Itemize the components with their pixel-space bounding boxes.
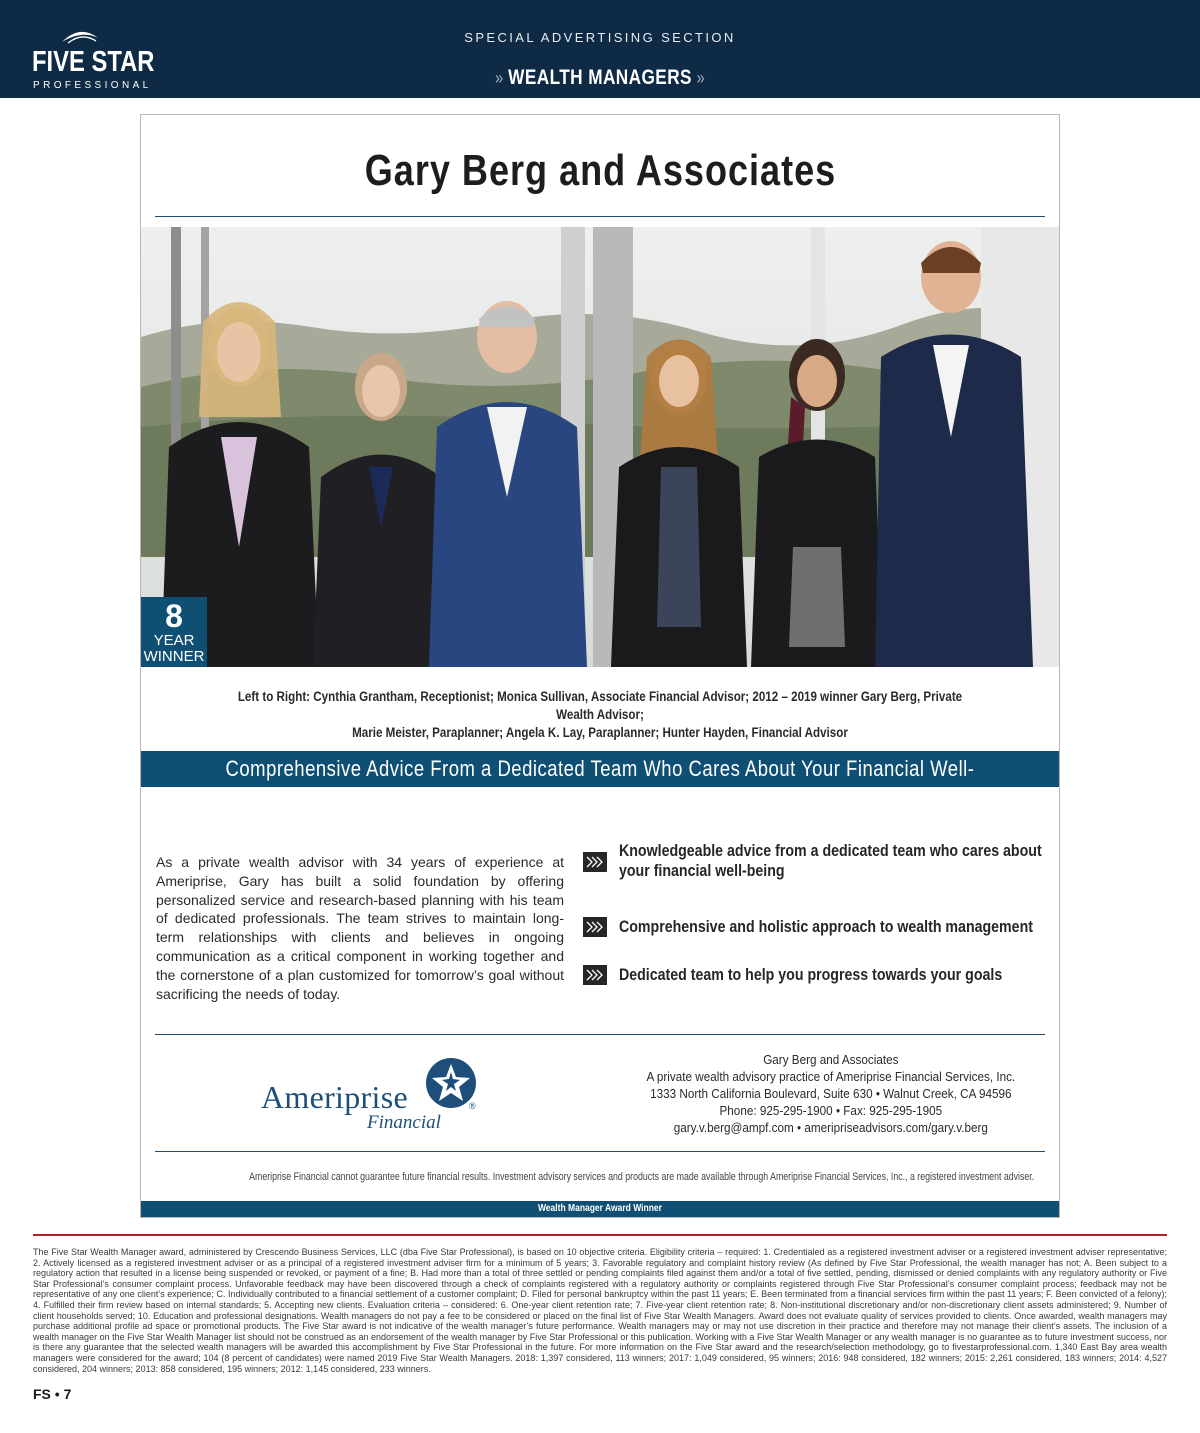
caption-line2: Marie Meister, Paraplanner; Angela K. Lay, Paraplanner; Hunter Hayden, Financial Advisor [352, 725, 848, 740]
triple-chevron-icon [583, 965, 607, 985]
contact-phone: Phone: 925-295-1900 • Fax: 925-295-1905 [719, 1103, 943, 1118]
logo-wordmark: Ameriprise [261, 1079, 408, 1115]
bullet-text: Comprehensive and holistic approach to wealth management [619, 918, 1033, 936]
bullet-text: Dedicated team to help you progress towards your goals [619, 966, 1003, 984]
award-bar: Wealth Manager Award Winner [141, 1201, 1059, 1217]
divider [155, 1034, 1045, 1035]
photo-caption [161, 688, 1039, 742]
section-name [0, 66, 1200, 90]
badge-line2: WINNER [143, 648, 205, 665]
contact-web: gary.v.berg@ampf.com • ameripriseadvisors.com/gary.v.berg [673, 1120, 989, 1135]
advertisement-card [140, 114, 1060, 1218]
logo-registered: ® [469, 1101, 476, 1111]
team-photo-illustration [141, 227, 1059, 667]
logo-sub: Financial [367, 1112, 441, 1133]
header-bar [0, 0, 1200, 98]
triple-chevron-icon [583, 917, 607, 937]
triple-chevron-icon [583, 852, 607, 872]
divider [155, 216, 1045, 217]
ameriprise-logo [259, 1055, 489, 1135]
year-winner-badge [141, 597, 207, 667]
contact-name: Gary Berg and Associates [763, 1052, 899, 1067]
team-photo [141, 227, 1059, 667]
firm-title: Gary Berg and Associates [364, 146, 836, 195]
headline-banner: Comprehensive Advice From a Dedicated Team Who Cares About Your Financial Well-Being [141, 751, 1059, 787]
section-name-text: WEALTH MANAGERS [508, 66, 692, 89]
disclaimer: Ameriprise Financial cannot guarantee future financial results. Investment advisory services and products are made available through Ameriprise Financial Services, Inc., a registered investment adviser. [249, 1171, 1035, 1183]
divider [33, 1234, 1167, 1236]
double-chevron-left-icon: » [494, 68, 509, 88]
award-footnote: The Five Star Wealth Manager award, administered by Crescendo Business Services, LLC (dba Five Star Professional), is based on 10 objective criteria. Eligibility criteria – required: 1. Credentialed as a registered investment adviser or a registered investment adviser representative; 2. Actively licensed as a registered investment adviser or as a principal of a registered investment adviser firm for a minimum of 5 years; 3. Favorable regulatory and complaint history review (As defined by Five Star Professional, the wealth manager has not; A. Been subject to a regulatory action that resulted in a license being suspended or revoked, or payment of a fine; B. Had more than a total of three settled or pending complaints filed against them and/or a total of five settled, pending, dismissed or denied complaints with any regulatory authority or Five Star Professional’s consumer complaint process. Unfavorable feedback may have been discovered through a check of complaints registered with a regulatory authority or complaints registered through Five Star Professional’s consumer complaint process; feedback may not be representative of any one client’s experience; C. Individually contributed to a financial settlement of a customer complaint; D. Filed for personal bankruptcy within the past 11 years; E. Been terminated from a financial services firm within the past 11 years; F. Been convicted of a felony); 4. Fulfilled their firm review based on internal standards; 5. Accepting new clients. Evaluation criteria – considered: 6. One-year client retention rate; 7. Five-year client retention rate; 8. Non-institutional discretionary and/or non-discretionary client assets administered; 9. Number of client households served; 10. Education and professional designations. Wealth managers do not pay a fee to be considered or placed on the final list of Five Star Wealth Managers. Award does not evaluate quality of services provided to clients. Once awarded, wealth managers may purchase additional profile ad space or promotional products. The Five Star award is not indicative of the wealth manager’s future performance. Wealth managers may or may not use discretion in their practice and therefore may not manage their client’s assets. The inclusion of a wealth manager on the Five Star Wealth Manager list should not be construed as an endorsement of the wealth manager by Five Star Professional or this publication. Working with a Five Star Wealth Manager or any wealth manager is no guarantee as to future investment success, nor is there any guarantee that the selected wealth managers will be awarded this accomplishment by Five Star Professional in the future. For more information on the Five Star award and the research/selection methodology, go to fivestarprofessional.com. 1,340 East Bay area wealth managers were considered for the award; 104 (8 percent of candidates) were named 2019 Five Star Wealth Managers. 2018: 1,397 considered, 113 winners; 2017: 1,049 considered, 95 winners; 2016: 948 considered, 182 winners; 2015: 2,261 considered, 183 winners; 2014: 4,527 considered, 204 winners; 2013: 858 considered, 195 winners; 2012: 1,145 considered, 233 winners. [33, 1247, 1167, 1374]
caption-line1: Left to Right: Cynthia Grantham, Receptionist; Monica Sullivan, Associate Financial Advisor; 2012 – 2019 winner Gary Berg, Private Wealth Advisor; [237, 689, 963, 722]
contact-address: 1333 North California Boulevard, Suite 630 • Walnut Creek, CA 94596 [650, 1086, 1012, 1101]
badge-number: 8 [165, 598, 183, 634]
bullet-text: Knowledgeable advice from a dedicated team who cares about your financial well-being [619, 842, 1042, 880]
badge-line1: YEAR [153, 632, 195, 649]
brand-sub: PROFESSIONAL [33, 80, 152, 91]
page-number: FS • 7 [33, 1386, 72, 1402]
divider [155, 1151, 1045, 1152]
section-label: SPECIAL ADVERTISING SECTION [464, 30, 736, 45]
contact-block [611, 1051, 1051, 1136]
double-chevron-right-icon: » [691, 68, 706, 88]
brand-name: FIVE STAR [32, 46, 155, 78]
body-paragraph: As a private wealth advisor with 34 years of experience at Ameriprise, Gary has built a solid foundation by offering personalized service and research-based planning with his team of dedicated professionals. The team strives to maintain long-term relationships with clients and believes in ongoing communication as a critical component in working together and the cornerstone of a plan customized for tomorrow’s goal without sacrificing the needs of today. [156, 854, 564, 1002]
contact-desc: A private wealth advisory practice of Ameriprise Financial Services, Inc. [646, 1069, 1016, 1084]
